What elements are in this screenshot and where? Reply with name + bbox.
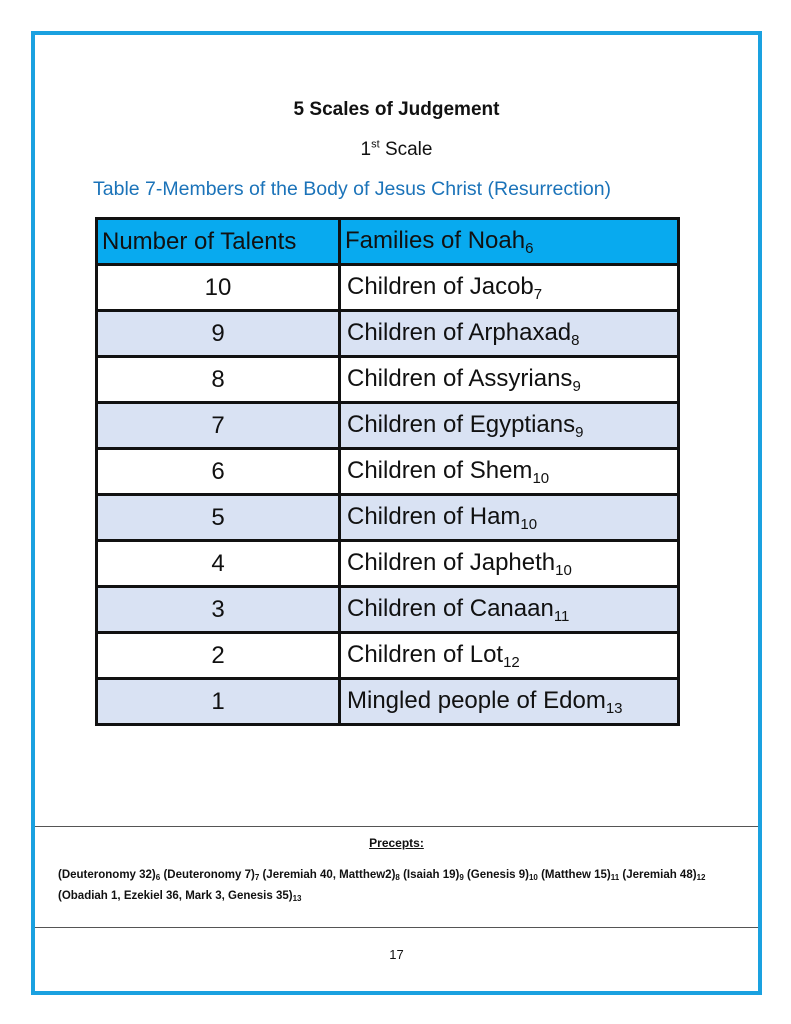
- footnote-ref: 7: [533, 285, 543, 303]
- talents-cell: 6: [97, 449, 340, 495]
- family-name: Children of Egyptians: [347, 410, 576, 438]
- table-row: [97, 679, 679, 725]
- footnote-ref: 13: [605, 699, 623, 717]
- family-name: Children of Canaan: [347, 594, 554, 622]
- footnote-ref: 10: [532, 469, 550, 487]
- family-name: Children of Shem: [347, 456, 533, 484]
- family-cell: [340, 679, 679, 725]
- family-name: Children of Ham: [347, 502, 521, 530]
- talents-cell: 9: [97, 311, 340, 357]
- precept-footnote-number: 8: [395, 873, 400, 882]
- precept-footnote-number: 6: [155, 873, 161, 882]
- talents-cell: 8: [97, 357, 340, 403]
- table-row: [97, 403, 679, 449]
- footnote-ref: 11: [553, 607, 570, 625]
- family-cell: [340, 633, 679, 679]
- family-cell: [340, 541, 679, 587]
- talents-table: [95, 217, 680, 726]
- precept-footnote-number: 10: [528, 873, 538, 882]
- talents-cell: 7: [97, 403, 340, 449]
- scale-ordinal-suffix: st: [371, 138, 380, 151]
- table-row: [97, 265, 679, 311]
- family-cell: [340, 311, 679, 357]
- family-name: Children of Arphaxad: [347, 318, 572, 346]
- family-name: Children of Assyrians: [347, 364, 573, 392]
- family-cell: [340, 265, 679, 311]
- page-number: 17: [389, 947, 404, 962]
- precept-reference: (Genesis 9): [466, 869, 529, 881]
- table-row: [97, 357, 679, 403]
- family-name: Children of Lot: [347, 640, 504, 668]
- footnote-ref: 10: [555, 561, 572, 579]
- page-frame: [31, 31, 762, 995]
- precept-reference: (Matthew 15): [541, 869, 611, 881]
- footnote-ref: 10: [520, 515, 538, 533]
- header-families-of-noah: [340, 219, 679, 265]
- footnote-ref: 12: [503, 653, 520, 671]
- family-cell: [340, 357, 679, 403]
- talents-cell: 1: [97, 679, 340, 725]
- family-cell: [340, 495, 679, 541]
- family-name: Children of Jacob: [347, 272, 534, 300]
- table-row: [97, 311, 679, 357]
- table-row: [97, 495, 679, 541]
- talents-cell: 3: [97, 587, 340, 633]
- talents-cell: 5: [97, 495, 340, 541]
- header-families-label: Families of Noah: [345, 226, 526, 254]
- precept-footnote-number: 11: [610, 873, 620, 882]
- talents-cell: 4: [97, 541, 340, 587]
- precept-reference: (Jeremiah 40, Matthew2): [262, 869, 396, 881]
- header-footnote-ref: 6: [525, 239, 534, 257]
- family-cell: [340, 449, 679, 495]
- table-row: [97, 587, 679, 633]
- scale-number: 1: [360, 139, 372, 160]
- talents-cell: 2: [97, 633, 340, 679]
- footnote-ref: 8: [571, 331, 580, 349]
- page-title: 5 Scales of Judgement: [293, 99, 500, 120]
- scale-label: Scale: [384, 139, 433, 160]
- footnote-divider: [35, 826, 758, 827]
- precept-footnote-number: 7: [254, 873, 260, 882]
- precept-reference: (Jeremiah 48): [622, 869, 697, 881]
- table-caption: Table 7-Members of the Body of Jesus Christ (Resurrection): [93, 178, 612, 200]
- table-row: [97, 633, 679, 679]
- footnote-ref: 9: [572, 377, 581, 395]
- family-cell: [340, 587, 679, 633]
- table-body: [97, 265, 679, 725]
- table-row: [97, 541, 679, 587]
- precept-reference: (Isaiah 19): [403, 869, 460, 881]
- footnote-ref: 9: [575, 423, 584, 441]
- precept-footnote-number: 13: [292, 894, 302, 903]
- talents-cell: 10: [97, 265, 340, 311]
- precept-reference: (Obadiah 1, Ezekiel 36, Mark 3, Genesis 35): [58, 890, 293, 902]
- precepts-references: [58, 866, 748, 908]
- table-row: [97, 449, 679, 495]
- footer-divider: [35, 927, 758, 928]
- family-cell: [340, 403, 679, 449]
- table-header-row: [97, 219, 679, 265]
- precept-footnote-number: 9: [459, 873, 464, 882]
- precepts-heading: Precepts:: [369, 836, 424, 850]
- header-number-of-talents: Number of Talents: [97, 219, 340, 265]
- precept-reference: (Deuteronomy 32): [58, 869, 156, 881]
- family-name: Children of Japheth: [347, 548, 556, 576]
- precept-reference: (Deuteronomy 7): [163, 869, 255, 881]
- precept-footnote-number: 12: [696, 873, 706, 882]
- family-name: Mingled people of Edom: [347, 686, 606, 714]
- scale-subtitle: [35, 139, 758, 161]
